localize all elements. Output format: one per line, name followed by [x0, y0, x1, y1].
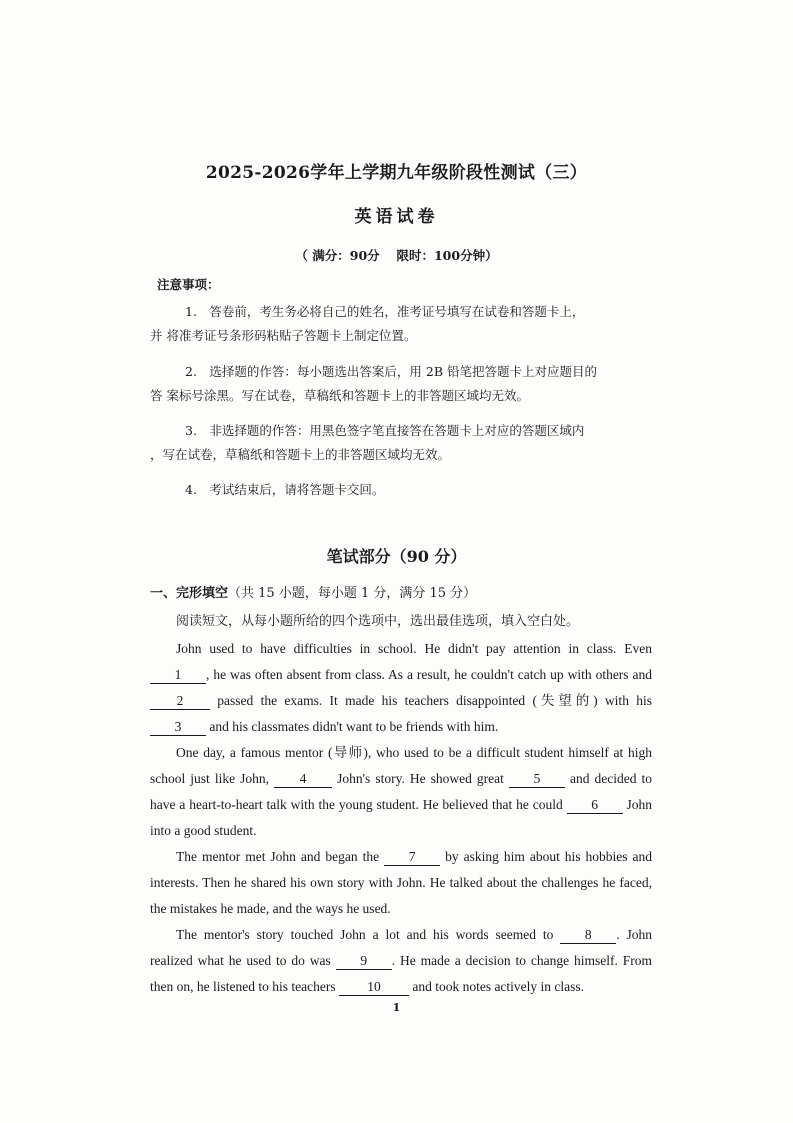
passage-text: . John realized what he used to do was: [150, 927, 652, 968]
subject-title: 英语试卷: [354, 207, 439, 227]
passage-text: One day, a famous mentor (导师), who used to be a difficult student himself at high school just like John,: [150, 745, 652, 786]
passage-paragraph: [150, 844, 652, 922]
passage-text: The mentor's story touched John a lot and his words seemed to: [176, 927, 554, 942]
notice-item-3: [150, 419, 670, 467]
notice-item-line: 并 将准考证号条形码粘贴子答题卡上制定位置。: [150, 328, 417, 343]
part-heading: [150, 582, 476, 601]
passage-text: by asking him about his hobbies and interests. Then he shared his own story with John. He talked about the challenges he faced, the mistakes he made, and the ways he used.: [150, 849, 653, 916]
passage-text: John's story. He showed great: [337, 771, 504, 786]
score-info: （ 满分：90分 限时：100分钟）: [295, 248, 498, 263]
blank-6: 6: [567, 797, 623, 814]
blank-3: 3: [150, 719, 206, 736]
passage-text: and his classmates didn't want to be friends with him.: [209, 719, 499, 734]
passage-paragraph: [150, 740, 652, 844]
blank-4: 4: [274, 771, 332, 788]
passage-text: , he was often absent from class. As a result, he couldn't catch up with others and: [206, 667, 652, 682]
section-title: 笔试部分（90 分）: [326, 547, 467, 566]
notice-item-line: 1. 答卷前，考生务必将自己的姓名，准考证号填写在试卷和答题卡上，: [185, 304, 585, 319]
notice-item-4: [150, 478, 670, 502]
passage-paragraph: [150, 922, 652, 1000]
notice-item-line: ，写在试卷，草稿纸和答题卡上的非答题区域均无效。: [150, 447, 451, 462]
notice-item-line: 2. 选择题的作答：每小题选出答案后，用 2B 铅笔把答题卡上对应题目的: [185, 364, 598, 379]
notice-item-line: 4. 考试结束后，请将答题卡交回。: [185, 482, 385, 497]
blank-9: 9: [336, 953, 392, 970]
notice-heading: 注意事项：: [157, 277, 220, 292]
passage-text: . He made a decision to change himself. From then on, he listened to his teachers: [150, 953, 652, 994]
blank-8: 8: [560, 927, 616, 944]
blank-2: 2: [150, 693, 210, 710]
notice-item-line: 答 案标号涂黑。写在试卷，草稿纸和答题卡上的非答题区域均无效。: [150, 388, 529, 403]
part-label: 一、完形填空: [150, 586, 229, 601]
passage-text: and decided to have a heart-to-heart talk with the young student. He believed that he could: [150, 771, 653, 812]
passage: [150, 636, 652, 1000]
part-detail: （共 15 小题，每小题 1 分，满分 15 分）: [228, 586, 477, 601]
blank-1: 1: [150, 667, 206, 684]
blank-10: 10: [339, 979, 409, 996]
passage-text: John into a good student.: [150, 797, 652, 838]
blank-5: 5: [509, 771, 565, 788]
passage-paragraph: [150, 636, 652, 740]
passage-text: The mentor met John and began the: [176, 849, 380, 864]
notice-item-2: [150, 360, 670, 408]
blank-7: 7: [384, 849, 440, 866]
passage-text: and took notes actively in class.: [412, 979, 585, 994]
notice-item-1: [150, 300, 670, 348]
page-number: 1: [392, 1001, 401, 1014]
passage-text: passed the exams. It made his teachers disappointed (失望的) with his: [217, 693, 652, 708]
exam-title: 2025-2026学年上学期九年级阶段性测试（三）: [205, 163, 588, 183]
notice-item-line: 3. 非选择题的作答：用黑色签字笔直接答在答题卡上对应的答题区域内: [185, 423, 585, 438]
passage-text: John used to have difficulties in school. He didn't pay attention in class. Even: [176, 641, 652, 656]
part-instruction: 阅读短文，从每小题所给的四个选项中，选出最佳选项，填入空白处。: [176, 614, 580, 629]
